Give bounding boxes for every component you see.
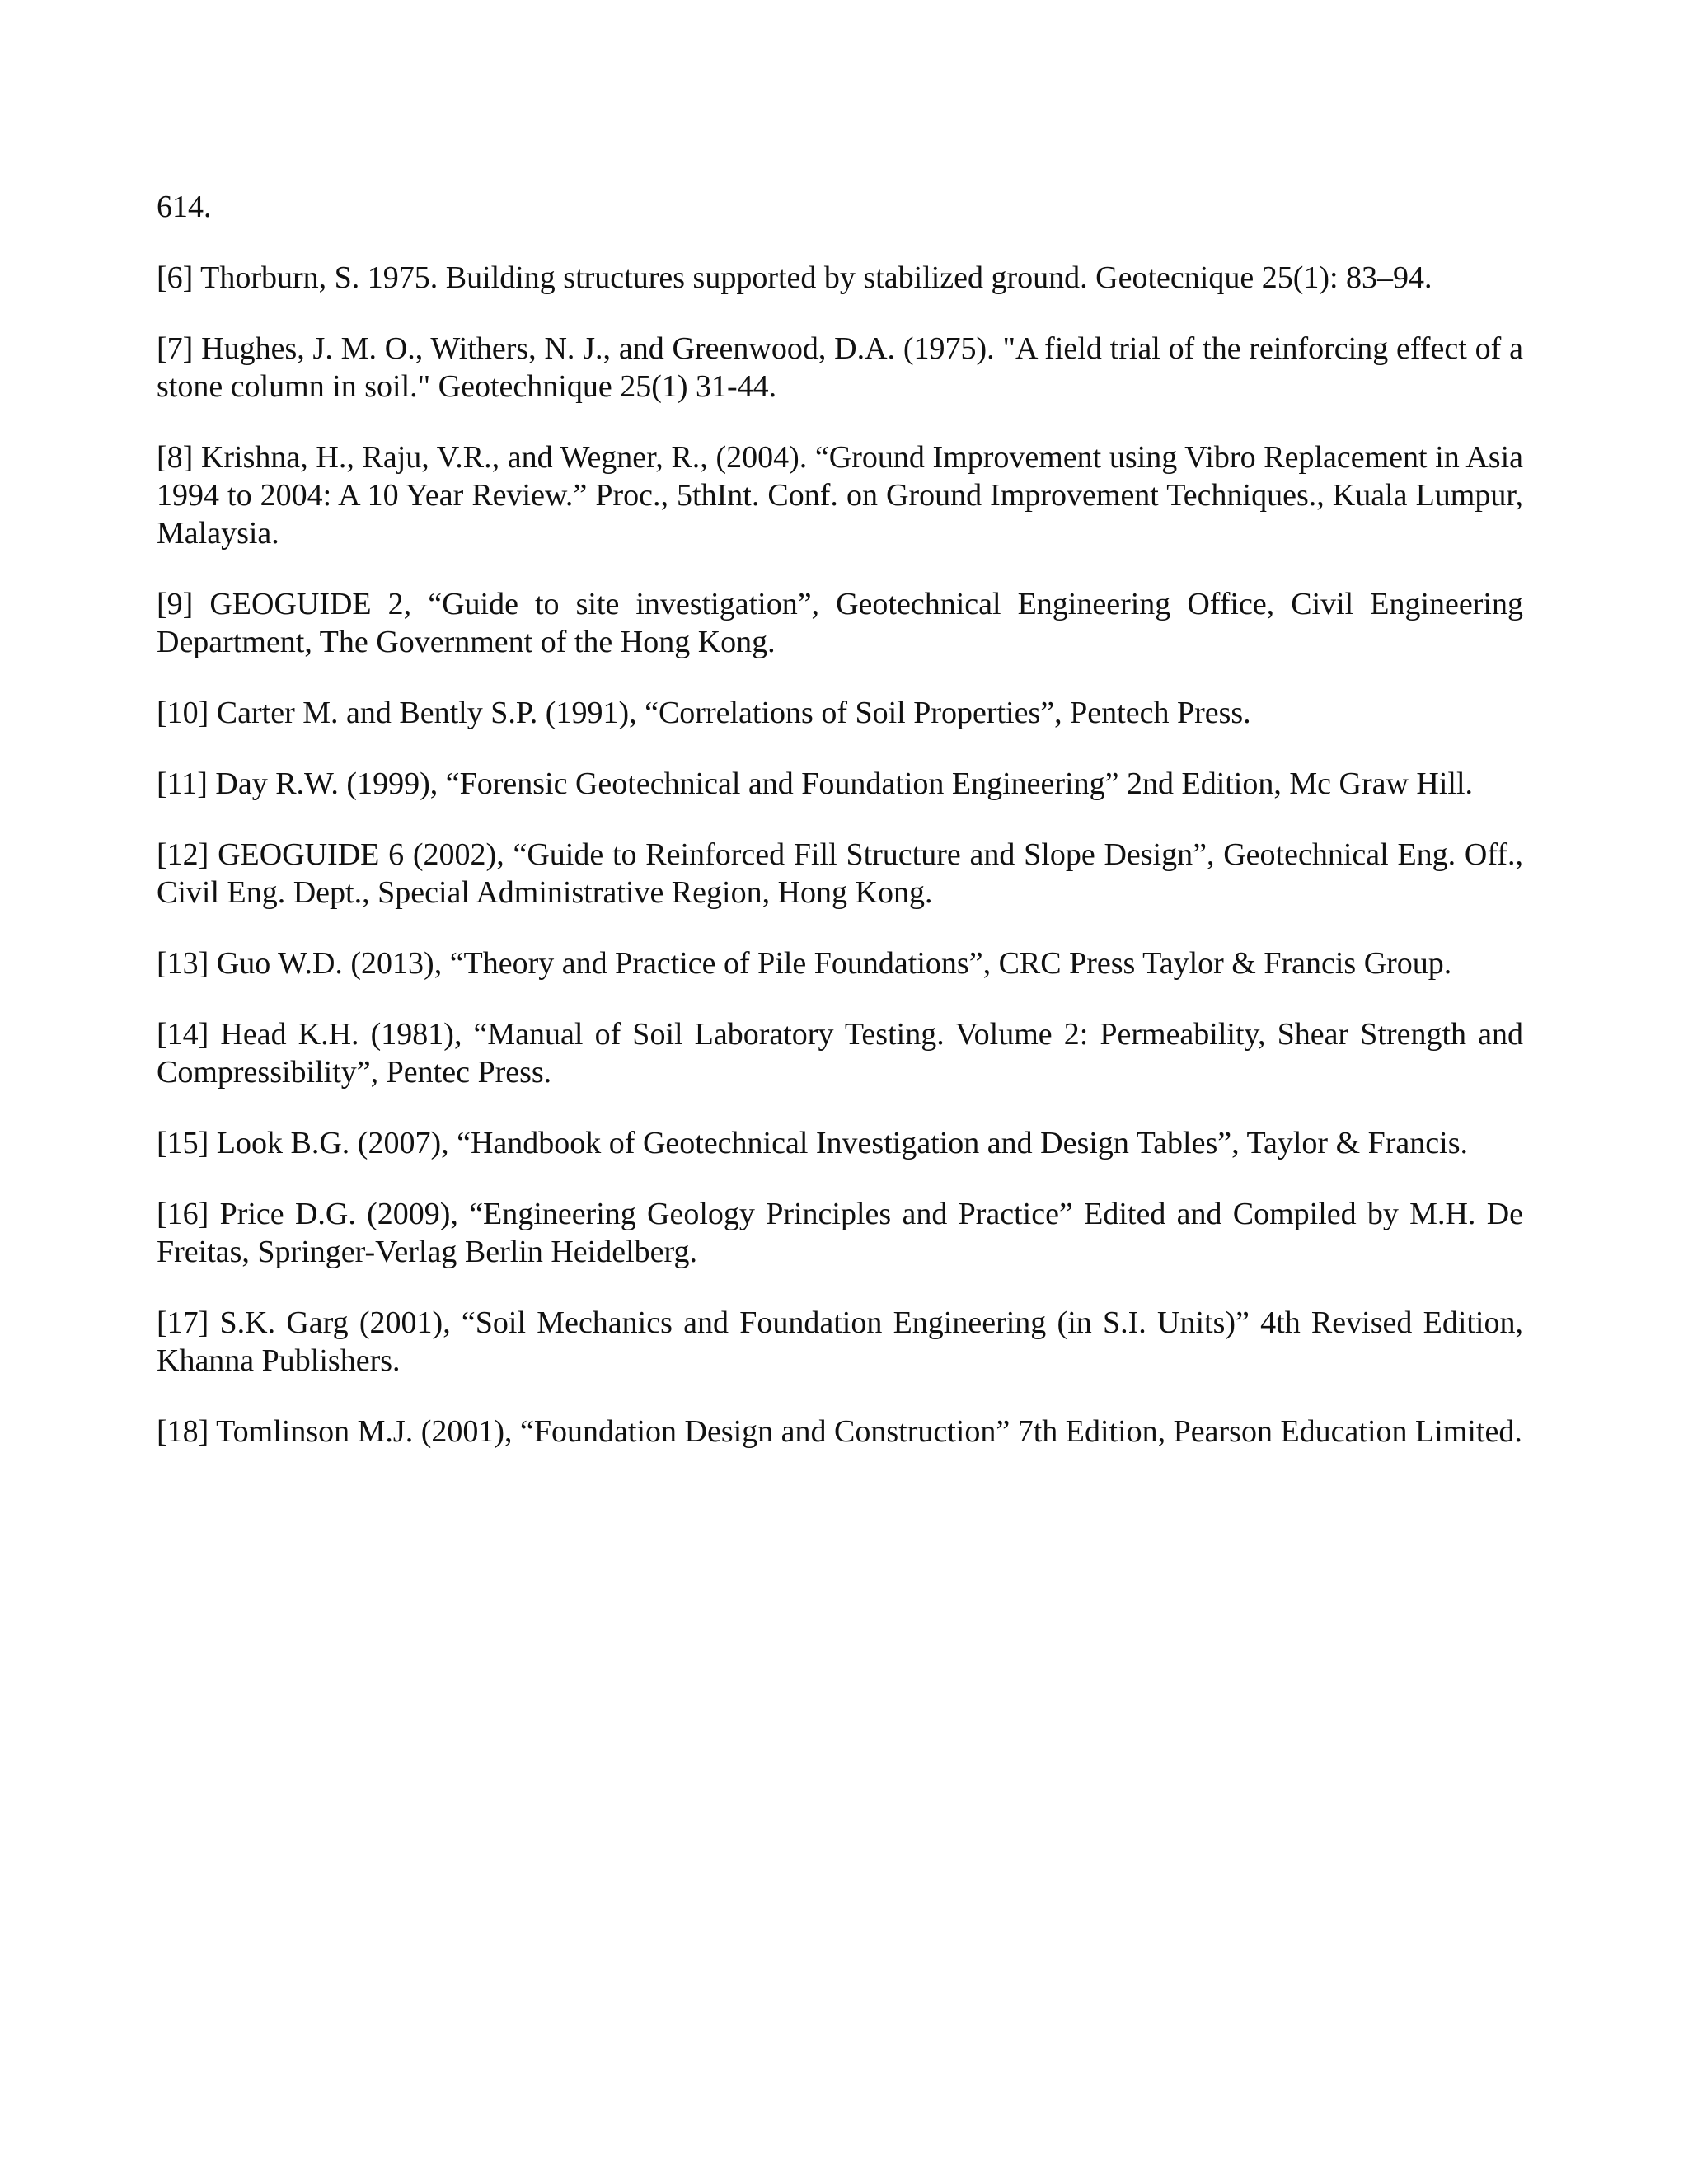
reference-13: [13] Guo W.D. (2013), “Theory and Practice of Pile Foundations”, CRC Press Taylor & Francis Group. xyxy=(157,946,1452,981)
reference-10: [10] Carter M. and Bently S.P. (1991), “Correlations of Soil Properties”, Pentech Press. xyxy=(157,696,1251,730)
reference-16: [16] Price D.G. (2009), “Engineering Geology Principles and Practice” Edited and Compiled by M.H. De Freitas, Springer-Verlag Berlin Heidelberg. xyxy=(157,1197,1523,1269)
reference-11: [11] Day R.W. (1999), “Forensic Geotechnical and Foundation Engineering” 2nd Edition, Mc Graw Hill. xyxy=(157,766,1474,801)
reference-8: [8] Krishna, H., Raju, V.R., and Wegner, R., (2004). “Ground Improvement using Vibro Replacement in Asia 1994 to 2004: A 10 Year Review.” Proc., 5thInt. Conf. on Ground Improvement Techniques., Kuala Lumpur, Malaysia. xyxy=(157,440,1523,551)
references-section xyxy=(157,188,1523,1483)
reference-9: [9] GEOGUIDE 2, “Guide to site investigation”, Geotechnical Engineering Office, Civil Engineering Department, The Government of the Hong Kong. xyxy=(157,587,1523,659)
reference-18: [18] Tomlinson M.J. (2001), “Foundation Design and Construction” 7th Edition, Pearson Education Limited. xyxy=(157,1414,1522,1449)
reference-6: [6] Thorburn, S. 1975. Building structures supported by stabilized ground. Geotecnique 25(1): 83–94. xyxy=(157,260,1432,295)
reference-17: [17] S.K. Garg (2001), “Soil Mechanics and Foundation Engineering (in S.I. Units)” 4th Revised Edition, Khanna Publishers. xyxy=(157,1305,1523,1378)
reference-continuation: 614. xyxy=(157,190,212,224)
reference-14: [14] Head K.H. (1981), “Manual of Soil Laboratory Testing. Volume 2: Permeability, Shear Strength and Compressibility”, Pentec Press. xyxy=(157,1017,1523,1090)
reference-7: [7] Hughes, J. M. O., Withers, N. J., and Greenwood, D.A. (1975). "A field trial of the reinforcing effect of a stone column in soil." Geotechnique 25(1) 31-44. xyxy=(157,331,1523,404)
reference-12: [12] GEOGUIDE 6 (2002), “Guide to Reinforced Fill Structure and Slope Design”, Geotechnical Eng. Off., Civil Eng. Dept., Special Administrative Region, Hong Kong. xyxy=(157,837,1523,910)
reference-15: [15] Look B.G. (2007), “Handbook of Geotechnical Investigation and Design Tables”, Taylor & Francis. xyxy=(157,1126,1469,1160)
